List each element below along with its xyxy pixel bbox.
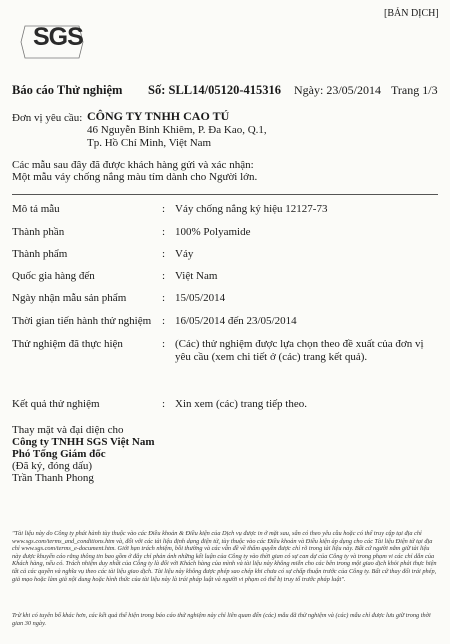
signature-position: Phó Tổng Giám đốc: [12, 448, 106, 460]
field-value-destination: Việt Nam: [175, 270, 218, 282]
field-colon: :: [162, 315, 166, 327]
applicant-address-2: Tp. Hồ Chí Minh, Việt Nam: [87, 137, 212, 149]
field-colon: :: [162, 203, 166, 215]
signature-name: Trần Thanh Phong: [12, 472, 94, 484]
field-label-description: Mô tả mẫu: [12, 203, 60, 215]
intro-line-2: Một mẫu váy chống nắng màu tím dành cho Người lớn.: [12, 171, 258, 183]
field-label-composition: Thành phần: [12, 226, 65, 238]
report-date: Ngày: 23/05/2014: [294, 83, 381, 97]
field-value-received-date: 15/05/2014: [175, 292, 226, 304]
report-title: Báo cáo Thử nghiệm: [12, 83, 123, 97]
signature-signed: (Đã ký, đóng dấu): [12, 460, 93, 472]
field-colon: :: [162, 270, 166, 282]
footer-disclaimer: "Tài liệu này do Công ty phát hành tùy thuộc vào các Điều khoản & Điều kiện của Dịch vụ được in ở mặt sau, sẵn có theo yêu cầu hoặc có thể truy cập tại địa chỉ www.sgs.com/terms_and_conditions.htm và, đối với các tài liệu định dạng điện tử, tùy thuộc vào các Điều khoản và Điều kiện áp dụng cho các Tài liệu Điện tử tại địa chỉ www.sgs.com/terms_e-document.htm. Giới hạn trách nhiệm, bồi thường và các vấn đề về thẩm quyền được chỉ rõ trong tài liệu này. Bất cứ người nắm giữ tài liệu này được khuyến cáo rằng thông tin bao gồm ở đây chỉ phản ánh những kết luận của Công ty vào thời gian có sự can dự của Công ty và trong phạm vi các chỉ dẫn của Khách hàng, nếu có. Trách nhiệm duy nhất của Công ty là đối với Khách hàng của mình và tài liệu này không miễn cho các bên trong một giao dịch khỏi phải thực hiện tất cả các quyền và nghĩa vụ theo các tài liệu giao dịch. Tài liệu này không được phép sao chép khi chưa có sự chấp thuận trước của Công ty. Bất cứ thay đổi trái phép, giả mạo hoặc làm giả nội dung hoặc hình thức của tài liệu này là trái pháp luật và người vi phạm có thể bị truy tố trước pháp luật".: [12, 530, 437, 583]
field-value-product: Váy: [175, 248, 194, 260]
divider: [12, 194, 438, 195]
footer-note: Trừ khi có tuyên bố khác hơn, các kết quả thể hiện trong báo cáo thử nghiệm này chỉ liên quan đến (các) mẫu đã thử nghiệm và (các) mẫu chỉ được lưu giữ trong thời gian 30 ngày.: [12, 612, 431, 627]
field-label-received-date: Ngày nhận mẫu sản phẩm: [12, 292, 127, 304]
signature-behalf: Thay mặt và đại diện cho: [12, 424, 124, 436]
translation-tag: [BẢN DỊCH]: [384, 8, 439, 19]
field-label-tests-performed: Thử nghiệm đã thực hiện: [12, 338, 123, 350]
field-label-destination: Quốc gia hàng đến: [12, 270, 95, 282]
applicant-name: CÔNG TY TNHH CAO TÚ: [87, 109, 230, 123]
field-colon: :: [162, 338, 166, 350]
applicant-address-1: 46 Nguyễn Bỉnh Khiêm, P. Đa Kao, Q.1,: [87, 124, 267, 136]
applicant-label: Đơn vị yêu cầu:: [12, 112, 83, 124]
field-label-results: Kết quả thử nghiệm: [12, 398, 100, 410]
field-colon: :: [162, 398, 166, 410]
report-number: Số: SLL14/05120-415316: [148, 83, 282, 97]
field-value-composition: 100% Polyamide: [175, 226, 251, 238]
report-page: Trang 1/3: [391, 83, 438, 97]
field-value-description: Váy chống nắng ký hiệu 12127-73: [175, 203, 328, 215]
field-colon: :: [162, 226, 166, 238]
field-label-test-period: Thời gian tiến hành thử nghiệm: [12, 315, 152, 327]
intro-line-1: Các mẫu sau đây đã được khách hàng gửi và xác nhận:: [12, 159, 254, 171]
field-label-product: Thành phẩm: [12, 248, 68, 260]
sgs-logo-text: SGS: [33, 23, 83, 51]
field-value-results: Xin xem (các) trang tiếp theo.: [175, 398, 307, 410]
signature-company: Công ty TNHH SGS Việt Nam: [12, 436, 155, 448]
field-value-tests-performed: (Các) thử nghiệm được lựa chọn theo đề xuất của đơn vị yêu cầu (xem chi tiết ở (các) trang kết quả).: [175, 338, 424, 363]
field-value-test-period: 16/05/2014 đến 23/05/2014: [175, 315, 297, 327]
field-colon: :: [162, 248, 166, 260]
field-colon: :: [162, 292, 166, 304]
